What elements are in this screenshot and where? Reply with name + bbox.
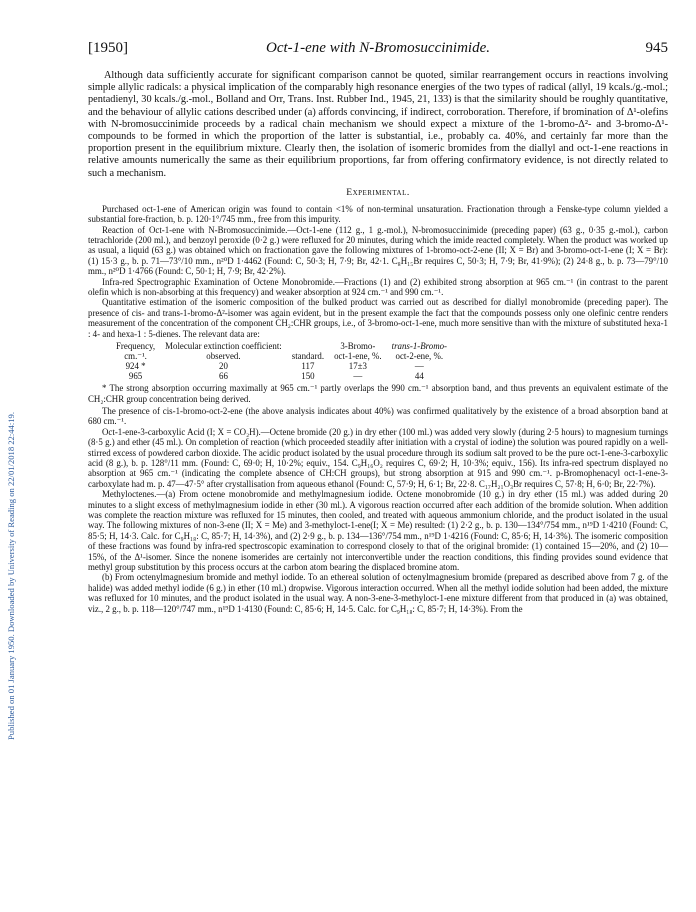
table-cell: 924 *: [125, 361, 146, 372]
table-header-row: [116, 351, 457, 361]
table-cell: 117: [301, 361, 315, 372]
page-content: [88, 40, 668, 614]
table-cell: 150: [301, 371, 315, 382]
table-cell: —: [353, 371, 363, 382]
data-table: [116, 341, 457, 381]
table-header-cell: 3-Bromo-: [340, 341, 376, 352]
publication-sidebar-note: Published on 01 January 1950. Downloaded by University of Reading on 22/01/2018 22:44:19.: [6, 412, 16, 740]
table-header-cell: oct-1-ene, %.: [334, 351, 382, 362]
table-row: [116, 361, 457, 371]
table-cell: 20: [219, 361, 228, 372]
table-footnote: * The strong absorption occurring maximally at 965 cm.⁻¹ partly overlaps the 990 cm.⁻¹ absorption band, and thus prevents an equivalent estimate of the CH₂:CHR group concentration being derived.: [88, 383, 668, 404]
table-cell: 66: [219, 371, 228, 382]
table-cell: —: [414, 361, 424, 372]
intro-paragraph: Although data sufficiently accurate for significant comparison cannot be quoted, similar rearrangement occurs in reactions involving simple allylic radicals: a physical implication of the comparably high resonance energies of the two types of radical (allyl, 19 kcals./g.-mol.; pentadienyl, 30 kcals./g.-mol., Bolland and Orr, Trans. Inst. Rubber Ind., 1945, 21, 133) is that the similarity should be roughly quantitative, and the behaviour of allylic cations described under (a) affords convincing, if indirect, corroboration. Therefore, if bromination of Δ¹-olefins with N-bromosuccinimide proceeds by a radical chain mechanism we should expect a mixture of the 1-bromo-Δ²- and 3-bromo-Δ¹-compounds to be formed in which the proportion of the latter is substantial, i.e., probably ca. 40%, and certainly far more than the proportion present in the equilibrium mixture. Clearly then, the isolation of isomeric bromides from the diallyl and oct-1-ene reactions in relative amounts numerically the same as their equilibrium proportions, far from offering confirmatory evidence, is not directly related to such a mechanism.: [88, 70, 668, 179]
table-header-cell: [292, 341, 334, 351]
running-header: [88, 40, 668, 64]
body-paragraph: Purchased oct-1-ene of American origin was found to contain <1% of non-terminal unsaturation. Fractionation through a Fenske-type column yielded a substantial fore-fraction, b. p. 120·1°/745 mm., free from this impurity.: [88, 203, 668, 225]
table-cell: 17±3: [348, 361, 367, 372]
table-cell: 965: [128, 371, 143, 382]
table-cell: 44: [414, 371, 424, 382]
body-paragraph: Infra-red Spectrographic Examination of Octene Monobromide.—Fractions (1) and (2) exhibited strong absorption at 965 cm.⁻¹ (in contrast to the parent olefin which is non-absorbing at this frequency) and weaker absorption at 924 cm.⁻¹ and 990 cm.⁻¹.: [88, 276, 668, 298]
body-paragraph: Reaction of Oct-1-ene with N-Bromosuccinimide.—Oct-1-ene (112 g., 1 g.-mol.), N-bromosuccinimide (preceding paper) (63 g., 0·35 g.-mol.), carbon tetrachloride (200 ml.), and benzoyl peroxide (0·2 g.) were refluxed for 20 minutes, during which the imide reacted completely. When the product was worked up as usual, a liquid (63 g.) was obtained which on fractionation gave the following mixtures of 1-bromo-oct-2-ene (II; X = Br) and 3-bromo-oct-1-ene (I; X = Br): (1) 15·3 g., b. p. 71—73°/10 mm., n²⁰D 1·4462 (Found: C, 50·3; H, 7·9; Br, 42·1. C₈H₁₅Br requires C, 50·3; H, 7·9; Br, 41·9%); (2) 24·8 g., b. p. 73—79°/10 mm., n²⁰D 1·4766 (Found: C, 50·1; H, 7·9; Br, 42·2%).: [88, 224, 668, 277]
table-header-cell: Molecular extinction coefficient:: [165, 341, 282, 352]
body-paragraph: The presence of cis-1-bromo-oct-2-ene (the above analysis indicates about 40%) was confirmed qualitatively by the existence of a broad absorption band at 680 cm.⁻¹.: [88, 405, 668, 427]
table-header-cell: oct-2-ene, %.: [395, 351, 444, 362]
table-header-cell: cm.⁻¹.: [124, 351, 147, 362]
body-paragraph: Quantitative estimation of the isomeric composition of the bulked product was carried out as described for diallyl monobromide (preceding paper). The presence of cis- and trans-1-bromo-Δ²-isomer was again evident, but in the present example the fact that the compounds possess only one olefinic centre renders measurement of the concentration of the component CH₂:CHR groups, i.e., of 3-bromo-oct-1-ene, much more sensitive than with the mixture of substituted hexa-1 : 4- and hexa-1 : 5-dienes. The relevant data are:: [88, 297, 668, 339]
table-header-cell: observed.: [206, 351, 241, 362]
body-paragraph: Oct-1-ene-3-carboxylic Acid (I; X = CO₂H).—Octene bromide (20 g.) in dry ether (100 ml.) was added very slowly (during 2·5 hours) to magnesium turnings (8·5 g.) and ether (45 ml.). On completion of reaction (which proceeded steadily after initiation with a crystal of iodine) the solution was poured rapidly on a well-stirred excess of powdered carbon dioxide. The acidic product isolated by the usual procedure through its sodium salt proved to be the pure oct-1-ene-3-carboxylic acid (8 g.), b. p. 128°/11 mm. (Found: C, 69·0; H, 10·2%; equiv., 154. C₉H₁₆O₂ requires C, 69·2; H, 10·3%; equiv., 156). Its infra-red spectrum displayed no absorption at 965 cm.⁻¹ (indicating the complete absence of CH:CH groups), but strong absorption at 915 and 990 cm.⁻¹. p-Bromophenacyl oct-1-ene-3-carboxylate had m. p. 47—47·5° after crystallisation from aqueous ethanol (Found: C, 57·9; H, 6·1; Br, 22·8. C₁₇H₂₁O₃Br requires C, 57·8; H, 6·0; Br, 22·7%).: [88, 426, 668, 489]
section-heading: Experimental.: [346, 186, 410, 198]
table-header-cell: Frequency,: [116, 341, 156, 352]
body-paragraph: (b) From octenylmagnesium bromide and methyl iodide. To an ethereal solution of octenylmagnesium bromide (prepared as described above from 7 g. of the halide) was added methyl iodide (6 g.) in ether (10 ml.) dropwise. Vigorous interaction occurred. When all the methyl iodide solution had been added, the mixture was refluxed for 10 minutes, and the product isolated in the usual way. A non-3-ene-3-methyloct-1-ene mixture different from that produced in (a) was obtained, viz., 2 g., b. p. 118—120°/747 mm., n¹⁹D 1·4130 (Found: C, 85·6; H, 14·5. Calc. for C₉H₁₈: C, 85·7; H, 14·3%). From the: [88, 572, 668, 614]
page-number: 945: [645, 40, 668, 56]
table-row: [116, 371, 457, 381]
table-header-cell: trans-1-Bromo-: [391, 341, 448, 352]
header-year: [1950]: [88, 40, 128, 56]
table-header-row: [116, 341, 457, 351]
header-title: Oct-1-ene with N-Bromosuccinimide.: [266, 40, 490, 56]
table-header-cell: standard.: [291, 351, 325, 362]
body-paragraph: Methyloctenes.—(a) From octene monobromide and methylmagnesium iodide. Octene monobromide (10 g.) in dry ether (15 ml.) was added during 20 minutes to a slight excess of methylmagnesium iodide in ether (30 ml.). A vigorous reaction occurred after each addition of the bromide solution. When addition was complete the reaction mixture was refluxed for 15 minutes, then cooled, and treated with aqueous ammonium chloride, and the product isolated in the usual way. The following mixtures of non-3-ene (II; X = Me) and 3-methyloct-1-ene(I; X = Me) resulted: (1) 2·2 g., b. p. 130—134°/754 mm., n¹⁹D 1·4210 (Found: C, 85·5; H, 14·3. Calc. for C₉H₁₈: C, 85·7; H, 14·3%), and (2) 2·9 g., b. p. 134—136°/754 mm., n¹⁹D 1·4216 (Found: C, 85·6; H, 14·3%). The isomeric composition of these fractions was found by infra-red spectroscopic examination to correspond closely to that of the original bromide: (1) contained 15—20%, and (2) 10—15%, of the Δ¹-isomer. Since the nonene isomerides are certainly not interconvertible under the reaction conditions, this finding provides sound evidence that methyl group substitution by this process occurs at the carbon atom bearing the displaced bromine atom.: [88, 489, 668, 573]
